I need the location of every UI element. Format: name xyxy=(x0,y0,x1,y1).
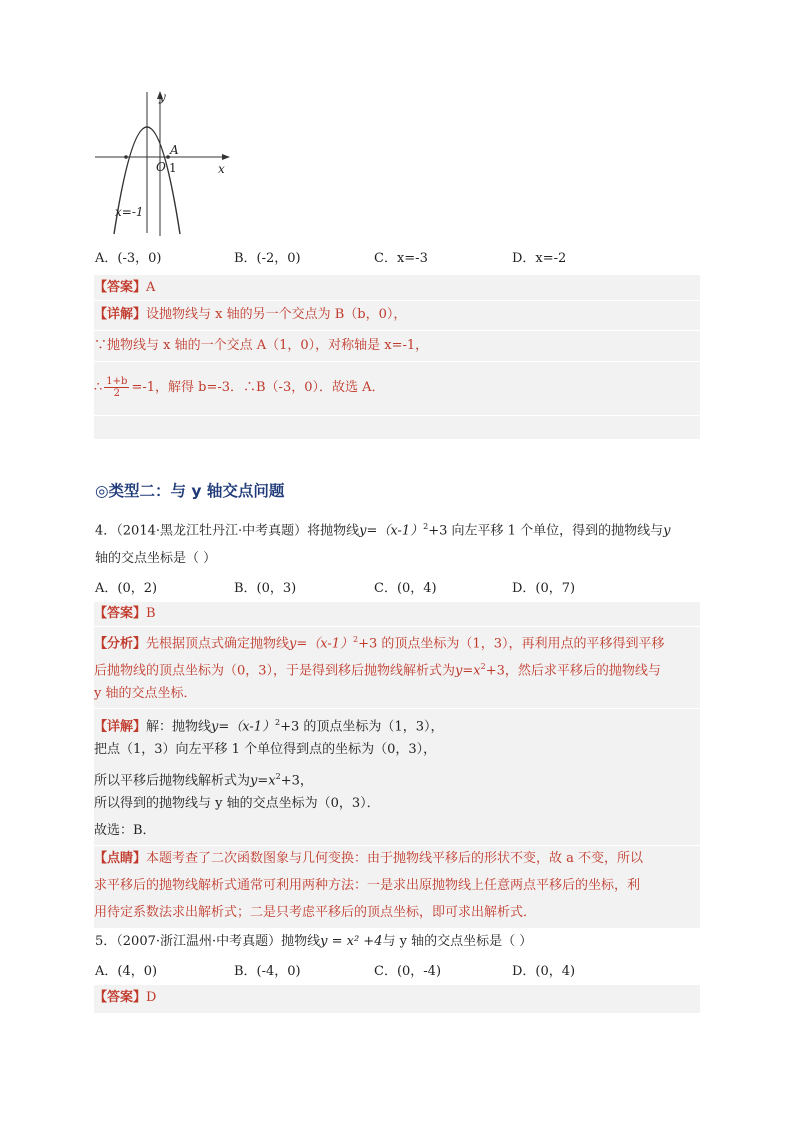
parabola-graph xyxy=(93,88,233,238)
q4-comment-line-2: 求平移后的抛物线解析式通常可利用两种方法：一是求出原抛物线上任意两点平移后的坐标，利 xyxy=(94,878,641,893)
origin-label: O xyxy=(156,160,166,174)
section-heading: ◎类型二：与 y 轴交点问题 xyxy=(95,482,285,500)
q3-detail-line-2: ∵抛物线与 x 轴的一个交点 A（1，0），对称轴是 x=-1， xyxy=(94,338,429,353)
q4-option-d: D．(0，7) xyxy=(512,581,576,596)
q3-detail-line-3: ∴ $\frac{1+b}{2}$ =-1，解得 b=-3．∴B（-3，0）．故选 A． xyxy=(94,376,385,399)
q3-option-d: D．x=-2 xyxy=(512,251,567,266)
q4-detail-line-2: 把点（1，3）向左平移 1 个单位得到点的坐标为（0，3）， xyxy=(94,742,437,757)
tick-one-label: 1 xyxy=(169,161,177,175)
q4-detail-line-5: 故选：B． xyxy=(94,823,156,838)
q4-analysis-line-1: 【分析】先根据顶点式确定抛物线$y=(x-1)^2+3$ 的顶点坐标为（1，3），再利用点的平移得到平移 xyxy=(94,635,665,652)
q4-detail-line-3: 所以平移后抛物线解析式为$y=x^2+3$， xyxy=(94,772,313,789)
symmetry-axis-label: x=-1 xyxy=(115,205,144,219)
q5-option-b: B．(-4，0) xyxy=(234,964,301,979)
q3-option-b: B．(-2，0) xyxy=(234,251,301,266)
q4-stem-line-2: 轴的交点坐标是（ ） xyxy=(95,551,217,566)
q4-option-b: B．(0，3) xyxy=(234,581,297,596)
q4-stem-line-1: 4．（2014·黑龙江牡丹江·中考真题）将抛物线$y=(x-1)^2+3$ 向左平移 1 个单位，得到的抛物线与y xyxy=(95,522,671,539)
y-axis-label: y xyxy=(159,90,166,104)
q4-comment-line-1: 【点睛】本题考查了二次函数图象与几何变换：由于抛物线平移后的形状不变，故 a 不变，所以 xyxy=(94,851,644,866)
q3-answer-line xyxy=(94,278,155,298)
fraction: $\frac{1+b}{2}$ xyxy=(106,376,128,399)
q3-detail-line-1: 【详解】设抛物线与 x 轴的另一个交点为 B（b，0）， xyxy=(94,307,407,322)
q4-answer-line: 【答案】B xyxy=(94,606,156,621)
q4-analysis-line-2: 后抛物线的顶点坐标为（0，3），于是得到移后抛物线解析式为$y=x^2+3$，然后求平移后的抛物线与 xyxy=(94,662,661,679)
analysis-tag: 【分析】 xyxy=(94,636,147,652)
q4-detail-line-4: 所以得到的抛物线与 y 轴的交点坐标为（0，3）． xyxy=(94,796,380,811)
q5-option-d: D．(0，4) xyxy=(512,964,576,979)
q5-answer-line: 【答案】D xyxy=(94,990,157,1005)
q4-option-c: C．(0，4) xyxy=(374,581,437,596)
q4-answer-box xyxy=(94,602,700,928)
q5-answer-box xyxy=(94,985,700,1013)
q3-option-a: A．(-3，0) xyxy=(95,251,162,266)
q4-comment-line-3: 用待定系数法求出解析式；二是只考虑平移后的顶点坐标，即可求出解析式． xyxy=(94,905,537,920)
q5-option-a: A．(4，0) xyxy=(95,964,158,979)
q5-option-c: C．(0，-4) xyxy=(374,964,442,979)
q4-detail-line-1: 【详解】解：抛物线$y=(x-1)^2+3$ 的顶点坐标为（1，3）， xyxy=(94,718,444,735)
q4-analysis-line-3: y 轴的交点坐标． xyxy=(94,686,197,701)
answer-value: A xyxy=(146,280,156,295)
q3-answer-box xyxy=(94,275,700,439)
q3-option-c: C．x=-3 xyxy=(374,251,428,266)
detail-tag: 【详解】 xyxy=(94,307,147,322)
comment-tag: 【点睛】 xyxy=(94,851,147,866)
point-a-label: A xyxy=(170,143,179,157)
answer-tag: 【答案】 xyxy=(94,280,147,295)
q4-option-a: A．(0，2) xyxy=(95,581,158,596)
q5-stem: 5．（2007·浙江温州·中考真题）抛物线y = x² +4与 y 轴的交点坐标是（ ） xyxy=(95,934,533,949)
x-axis-label: x xyxy=(218,162,225,176)
